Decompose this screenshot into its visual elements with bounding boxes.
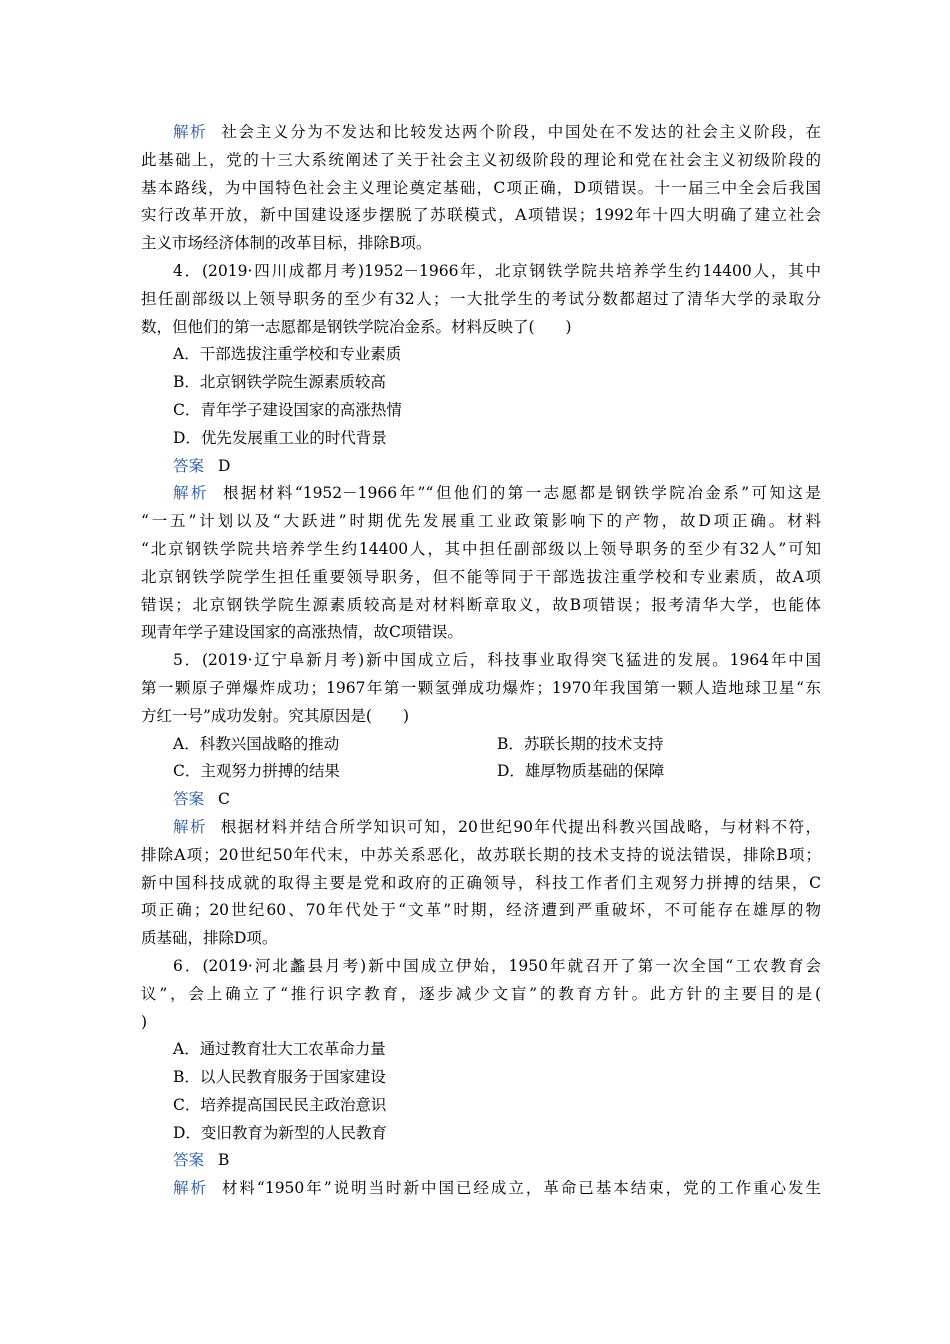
q3-analysis-line: 基本路线，为中国特色社会主义理论奠定基础，C项正确，D项错误。十一届三中全会后我国	[141, 178, 821, 197]
q3-analysis-line: 主义市场经济体制的改革目标，排除B项。	[141, 234, 432, 253]
answer-value: D	[218, 456, 231, 475]
q5-options-row	[141, 731, 821, 759]
q4-option-d: D．优先发展重工业的时代背景	[173, 428, 387, 447]
q5-stem-line: 5．(2019·辽宁阜新月考)新中国成立后，科技事业取得突飞猛进的发展。1964年中国	[173, 651, 821, 670]
q4-stem-line: 担任副部级以上领导职务的至少有32人；一大批学生的考试分数都超过了清华大学的录取分	[141, 289, 821, 308]
q5-analysis-line: 质基础，排除D项。	[141, 929, 278, 948]
q3-analysis-line: 实行改革开放，新中国建设逐步摆脱了苏联模式，A项错误；1992年十四大明确了建立社会	[141, 206, 821, 225]
q3-analysis-line: 此基础上，党的十三大系统阐述了关于社会主义初级阶段的理论和党在社会主义初级阶段的	[141, 150, 821, 169]
q5-analysis-line: 新中国科技成就的取得主要是党和政府的正确领导，科技工作者们主观努力拼搏的结果，C	[141, 873, 821, 892]
q6-stem-line: 6．(2019·河北蠡县月考)新中国成立伊始，1950年就召开了第一次全国“工农教育会	[173, 956, 821, 975]
q5-option-b: B．苏联长期的技术支持	[497, 734, 664, 753]
q4-analysis-line: 现青年学子建设国家的高涨热情，故C项错误。	[141, 623, 463, 642]
q5-analysis-line: 排除A项；20世纪50年代末，中苏关系恶化，故苏联长期的技术支持的说法错误，排除B项；	[141, 845, 821, 864]
q4-option-c: C．青年学子建设国家的高涨热情	[173, 400, 402, 419]
q5-stem-line: 方红一号”成功发射。究其原因是( )	[141, 706, 410, 725]
q6-option-a: A．通过教育壮大工农革命力量	[173, 1040, 386, 1059]
q6-answer	[141, 1147, 821, 1175]
q6-stem-line: )	[141, 1012, 148, 1031]
q3-analysis-line: 解析 社会主义分为不发达和比较发达两个阶段，中国处在不发达的社会主义阶段，在	[173, 123, 821, 141]
answer-value: B	[218, 1151, 230, 1170]
q4-analysis-line: “一五”计划以及“大跃进”时期优先发展重工业政策影响下的产物，故D项正确。材料	[141, 512, 821, 531]
answer-label: 答案	[173, 456, 205, 475]
q4-answer	[141, 453, 821, 481]
answer-value: C	[218, 790, 230, 809]
q5-answer	[141, 786, 821, 814]
q5-option-c: C．主观努力拼搏的结果	[173, 762, 340, 781]
q4-stem-line: 数，但他们的第一志愿都是钢铁学院冶金系。材料反映了( )	[141, 317, 572, 336]
q4-analysis-line: 错误；北京钢铁学院生源素质较高是对材料断章取义，故B项错误；报考清华大学，也能体	[141, 595, 821, 614]
page-content	[141, 119, 821, 1203]
q4-analysis-line: “北京钢铁学院共培养学生约14400人，其中担任副部级以上领导职务的至少有32人”可知	[141, 539, 821, 558]
q6-option-b: B．以人民教育服务于国家建设	[173, 1068, 386, 1087]
q4-option-b: B．北京钢铁学院生源素质较高	[173, 373, 386, 392]
analysis-label: 解析	[173, 817, 207, 836]
answer-label: 答案	[173, 790, 205, 809]
q4-analysis-line: 解析 根据材料“1952－1966年”“但他们的第一志愿都是钢铁学院冶金系”可知这是	[173, 484, 821, 503]
q4-analysis-line: 北京钢铁学院学生担任重要领导职务，但不能等同于干部选拔注重学校和专业素质，故A项	[141, 567, 821, 586]
q5-options-row	[141, 758, 821, 786]
q5-option-d: D．雄厚物质基础的保障	[497, 762, 665, 781]
analysis-label: 解析	[173, 1179, 208, 1198]
q6-option-d: D．变旧教育为新型的人民教育	[173, 1123, 387, 1142]
q4-stem-line: 4．(2019·四川成都月考)1952－1966年，北京钢铁学院共培养学生约14400人，其中	[173, 261, 821, 280]
q5-analysis-line: 项正确；20世纪60、70年代处于“文革”时期，经济遭到严重破坏，不可能存在雄厚的物	[141, 901, 821, 920]
q5-analysis-line: 解析 根据材料并结合所学知识可知，20世纪90年代提出科教兴国战略，与材料不符，	[173, 817, 821, 836]
q6-stem-line: 议”，会上确立了“推行识字教育，逐步减少文盲”的教育方针。此方针的主要目的是(	[141, 984, 821, 1003]
q5-stem-line: 第一颗原子弹爆炸成功；1967年第一颗氢弹成功爆炸；1970年我国第一颗人造地球卫星“东	[141, 678, 821, 697]
q4-option-a: A．干部选拔注重学校和专业素质	[173, 345, 402, 364]
analysis-label: 解析	[173, 123, 208, 141]
q5-option-a: A．科教兴国战略的推动	[173, 734, 340, 753]
answer-label: 答案	[173, 1151, 205, 1170]
analysis-label: 解析	[173, 484, 209, 503]
q6-analysis-line: 解析 材料“1950年”说明当时新中国已经成立，革命已基本结束，党的工作重心发生	[173, 1179, 821, 1198]
q6-option-c: C．培养提高国民民主政治意识	[173, 1095, 387, 1114]
